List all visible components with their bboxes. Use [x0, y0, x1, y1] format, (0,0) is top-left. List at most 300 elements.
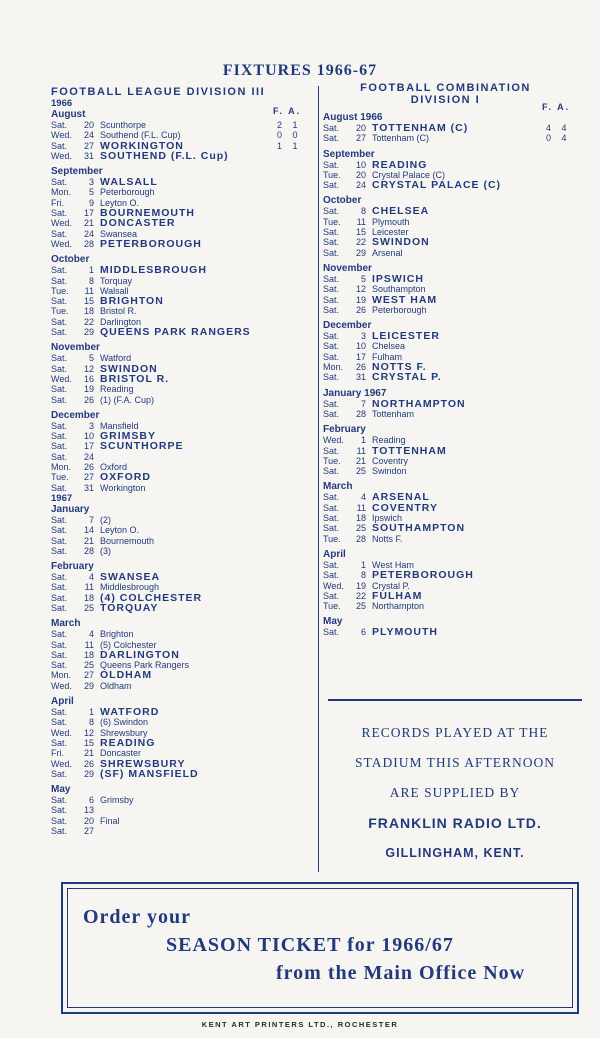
away-opponent: Brighton [100, 629, 134, 640]
away-opponent: Workington [100, 482, 146, 493]
month-heading: October [323, 195, 362, 207]
fixture-row [51, 421, 313, 431]
fixture-date: 7 [360, 398, 366, 409]
away-opponent: (3) [100, 545, 111, 556]
fixture-date: 24 [83, 130, 94, 141]
fixture-date: 31 [83, 482, 94, 493]
fixture-date: 3 [360, 331, 366, 342]
printer-credit: KENT ART PRINTERS LTD., ROCHESTER [201, 1020, 399, 1029]
fixture-day: Wed. [323, 435, 344, 446]
fixture-date: 10 [355, 341, 366, 352]
fixture-date: 5 [360, 273, 366, 284]
home-opponent: FULHAM [372, 589, 423, 602]
fixture-date: 8 [88, 275, 94, 286]
fixture-row [51, 462, 313, 472]
fixture-day: Sat. [51, 717, 68, 728]
fixture-row [51, 120, 313, 130]
fixture-day: Sat. [51, 737, 68, 748]
fixture-day: Sat. [323, 590, 340, 601]
fixture-score: 1 1 [277, 140, 302, 151]
fixture-date: 17 [83, 208, 94, 219]
fixture-day: Sat. [51, 353, 68, 364]
away-opponent: Southampton [372, 284, 426, 295]
fixture-day: Sat. [323, 159, 340, 170]
home-opponent: NORTHAMPTON [372, 397, 466, 410]
fixture-day: Sat. [323, 466, 340, 477]
fixture-day: Sat. [51, 451, 68, 462]
fixture-day: Sat. [51, 431, 68, 442]
fixture-day: Fri. [51, 748, 64, 759]
fixture-day: Sat. [51, 572, 68, 583]
fixture-row [51, 374, 313, 384]
home-opponent: SOUTHAMPTON [372, 522, 466, 535]
home-opponent: COVENTRY [372, 501, 438, 514]
away-opponent: Leicester [372, 227, 409, 238]
away-opponent: Leyton O. [100, 197, 140, 208]
away-opponent: Darlington [100, 316, 142, 327]
away-opponent: Mansfield [100, 420, 139, 431]
home-opponent: WATFORD [100, 706, 160, 719]
away-opponent: Crystal P. [372, 580, 410, 591]
fixture-day: Sat. [323, 304, 340, 315]
fixture-day: Wed. [51, 218, 72, 229]
away-opponent: (1) (F.A. Cup) [100, 394, 155, 405]
fixture-day: Sat. [323, 341, 340, 352]
fixture-day: Sat. [323, 247, 340, 258]
fixture-row [51, 177, 313, 187]
home-opponent: WEST HAM [372, 293, 438, 306]
fixture-day: Sat. [51, 649, 68, 660]
fixture-date: 25 [355, 523, 366, 534]
fixture-day: Sat. [323, 331, 340, 342]
fixture-day: Sat. [51, 296, 68, 307]
fixture-day: Sat. [51, 768, 68, 779]
home-opponent: TOTTENHAM [372, 444, 447, 457]
fixture-date: 14 [83, 525, 94, 536]
away-opponent: Swansea [100, 228, 138, 239]
fixture-row [51, 826, 313, 836]
fixture-date: 22 [355, 590, 366, 601]
fixture-row [323, 352, 581, 362]
fixture-row [323, 399, 581, 409]
fixture-date: 27 [355, 133, 366, 144]
fixture-row [51, 572, 313, 582]
fixture-date: 1 [360, 435, 366, 446]
away-opponent: (2) [100, 514, 111, 525]
home-opponent: PETERBOROUGH [372, 569, 474, 582]
ad-line1: Order your [83, 906, 191, 928]
fixture-row [323, 160, 581, 170]
fixture-date: 22 [355, 237, 366, 248]
fixture-date: 11 [356, 502, 366, 513]
fixture-row [51, 593, 313, 603]
page-title: FIXTURES 1966-67 [222, 62, 378, 79]
fixture-day: Sat. [51, 120, 68, 130]
fixture-row [51, 525, 313, 535]
fixture-day: Sat. [51, 140, 68, 151]
fixture-day: Sat. [51, 592, 68, 603]
away-opponent: Swindon [372, 466, 407, 477]
home-opponent: BRIGHTON [100, 295, 164, 308]
fixture-day: Mon. [51, 462, 72, 473]
away-opponent: Final [100, 815, 120, 826]
away-opponent: Doncaster [100, 748, 142, 759]
fixture-day: Sat. [51, 795, 68, 806]
fixture-day: Sat. [51, 265, 68, 276]
fixture-day: Sat. [323, 227, 340, 238]
fixture-date: 26 [355, 362, 366, 373]
fixture-date: 25 [83, 660, 94, 671]
fixture-row [51, 296, 313, 306]
home-opponent: (SF) MANSFIELD [100, 767, 199, 780]
fixture-row [51, 384, 313, 394]
fixture-row [51, 769, 313, 779]
fixture-row [51, 650, 313, 660]
year-label: 1966 [51, 98, 73, 109]
fixture-day: Sat. [323, 559, 340, 570]
home-opponent: WORKINGTON [100, 139, 184, 152]
fixture-row [51, 795, 313, 805]
month-heading: September [323, 148, 375, 160]
fixture-row [323, 446, 581, 456]
home-opponent: DARLINGTON [100, 648, 180, 661]
away-opponent: Crystal Palace (C) [372, 169, 446, 180]
away-opponent: Queens Park Rangers [100, 660, 190, 671]
fixture-row [51, 738, 313, 748]
fixture-day: Tue. [323, 601, 341, 612]
combination-score-header: F. A. [542, 102, 571, 112]
month-heading: December [51, 409, 100, 421]
fixture-date: 12 [83, 363, 94, 374]
fixture-day: Sat. [323, 273, 340, 284]
month-heading: August [51, 109, 86, 120]
away-opponent: Reading [100, 384, 134, 395]
fixture-row [323, 492, 581, 502]
fixture-row [323, 274, 581, 284]
fixture-day: Sat. [51, 629, 68, 640]
month-heading: April [323, 548, 346, 560]
records-company: FRANKLIN RADIO LTD. [368, 815, 542, 831]
fixture-day: Sat. [51, 208, 68, 219]
away-opponent: Peterborough [100, 187, 155, 198]
combination-fixture-list [323, 112, 581, 638]
fixture-day: Wed. [51, 150, 72, 161]
fixture-date: 1 [88, 707, 94, 718]
fixture-date: 11 [356, 216, 366, 227]
fixture-row [323, 466, 581, 476]
fixture-date: 6 [360, 627, 366, 638]
home-opponent: SWINDON [372, 236, 430, 249]
fixture-row [323, 123, 581, 133]
fixture-date: 5 [88, 353, 94, 364]
fixture-row [51, 265, 313, 275]
fixture-date: 28 [355, 408, 366, 419]
fixture-date: 21 [355, 455, 366, 466]
fixture-date: 12 [355, 284, 366, 295]
fixture-day: Sat. [323, 123, 340, 133]
fixture-row [323, 217, 581, 227]
fixture-date: 10 [355, 159, 366, 170]
fixture-row [323, 248, 581, 258]
fixture-day: Sat. [51, 441, 68, 452]
home-opponent: SWANSEA [100, 571, 161, 584]
fixture-row [323, 570, 581, 580]
records-line3: ARE SUPPLIED BY [389, 785, 521, 800]
away-opponent: Oldham [100, 680, 132, 691]
fixture-date: 27 [83, 140, 94, 151]
fixture-day: Sat. [51, 384, 68, 395]
fixture-row [51, 483, 313, 493]
fixture-date: 27 [83, 670, 94, 681]
away-opponent: Oxford [100, 462, 128, 473]
home-opponent: BOURNEMOUTH [100, 207, 195, 220]
home-opponent: LEICESTER [372, 330, 440, 343]
fixture-row [323, 534, 581, 544]
away-opponent: Middlesbrough [100, 582, 160, 593]
fixture-date: 24 [83, 451, 94, 462]
fixture-row [323, 331, 581, 341]
away-opponent: Torquay [100, 275, 133, 286]
fixture-date: 11 [356, 445, 366, 456]
fixture-day: Sat. [51, 327, 68, 338]
fixture-day: Tue. [51, 306, 69, 317]
away-opponent: Fulham [372, 351, 403, 362]
fixture-row [323, 523, 581, 533]
month-heading: November [51, 342, 100, 354]
away-opponent: Reading [372, 435, 406, 446]
home-opponent: PETERBOROUGH [100, 237, 202, 250]
fixture-day: Sat. [323, 284, 340, 295]
fixture-date: 25 [83, 602, 94, 613]
fixture-day: Tue. [323, 455, 341, 466]
fixture-day: Sat. [51, 545, 68, 556]
fixture-date: 24 [83, 228, 94, 239]
fixture-date: 15 [355, 227, 366, 238]
fixture-date: 29 [355, 247, 366, 258]
away-opponent: Ipswich [372, 513, 403, 524]
away-opponent: (6) Swindon [100, 717, 149, 728]
home-opponent: SCUNTHORPE [100, 440, 184, 453]
fixture-day: Sat. [323, 570, 340, 581]
month-heading: February [51, 561, 94, 573]
league-fixtures-column [51, 86, 313, 836]
fixture-day: Sat. [323, 627, 340, 638]
fixture-row [51, 327, 313, 337]
home-opponent: WALSALL [100, 176, 158, 189]
fixture-row [323, 627, 581, 637]
fixture-row [51, 306, 313, 316]
fixture-day: Sat. [323, 523, 340, 534]
home-opponent: NOTTS F. [372, 361, 427, 374]
month-heading: January 1967 [323, 387, 387, 399]
fixture-date: 4 [360, 492, 366, 503]
season-ticket-ad [61, 882, 579, 1014]
fixture-date: 17 [83, 441, 94, 452]
fixture-day: Sat. [323, 398, 340, 409]
fixture-day: Wed. [323, 580, 344, 591]
fixture-day: Mon. [323, 362, 344, 373]
month-heading: September [51, 166, 103, 178]
fixture-row [323, 295, 581, 305]
fixture-date: 28 [83, 238, 94, 249]
fixture-date: 18 [83, 592, 94, 603]
fixture-day: Sat. [51, 420, 68, 431]
away-opponent: Grimsby [100, 795, 134, 806]
month-heading: April [51, 696, 74, 708]
away-opponent: West Ham [372, 559, 414, 570]
fixture-row [51, 660, 313, 670]
combination-header-line2: DIVISION I [410, 94, 481, 106]
fixture-row [51, 670, 313, 680]
fixture-day: Sat. [51, 177, 68, 188]
away-opponent: Tottenham (C) [372, 133, 430, 144]
fixture-date: 18 [355, 513, 366, 524]
fixture-row [51, 151, 313, 161]
fixture-date: 29 [83, 327, 94, 338]
away-opponent: Watford [100, 353, 132, 364]
fixture-day: Sat. [323, 351, 340, 362]
fixture-row [51, 681, 313, 691]
ad-line3: from the Main Office Now [276, 962, 526, 984]
month-heading: August 1966 [323, 112, 383, 123]
fixture-date: 5 [88, 187, 94, 198]
fixture-day: Tue. [51, 472, 69, 483]
combination-fixtures-column [323, 82, 581, 638]
ad-line2: SEASON TICKET for 1966/67 [166, 934, 454, 956]
home-opponent: CRYSTAL PALACE (C) [372, 179, 502, 192]
fixture-date: 21 [83, 218, 94, 229]
fixture-date: 19 [355, 294, 366, 305]
fixture-row [51, 728, 313, 738]
fixture-day: Wed. [51, 758, 72, 769]
fixture-row [51, 515, 313, 525]
fixture-row [323, 456, 581, 466]
fixture-date: 21 [83, 748, 94, 759]
away-opponent: Notts F. [372, 533, 403, 544]
fixture-day: Wed. [51, 373, 72, 384]
home-opponent: SOUTHEND (F.L. Cup) [100, 149, 229, 162]
home-opponent: READING [100, 736, 156, 749]
fixture-day: Sat. [51, 228, 68, 239]
fixture-row [51, 286, 313, 296]
fixture-row [51, 603, 313, 613]
home-opponent: DONCASTER [100, 217, 176, 230]
fixture-date: 20 [83, 120, 94, 130]
month-heading: March [323, 481, 353, 493]
fixture-date: 28 [83, 545, 94, 556]
fixture-date: 11 [84, 639, 94, 650]
fixture-date: 7 [88, 514, 94, 525]
home-opponent: MIDDLESBROUGH [100, 264, 207, 277]
records-line2: STADIUM THIS AFTERNOON [355, 755, 555, 770]
fixture-date: 19 [83, 384, 94, 395]
fixture-date: 26 [83, 394, 94, 405]
fixture-day: Tue. [323, 169, 341, 180]
fixture-row [323, 284, 581, 294]
home-opponent: IPSWICH [372, 272, 424, 285]
fixture-row [51, 707, 313, 717]
home-opponent: OXFORD [100, 471, 151, 484]
away-opponent: Scunthorpe [100, 120, 147, 130]
fixture-day: Sat. [51, 660, 68, 671]
fixture-date: 15 [83, 296, 94, 307]
month-heading: October [51, 254, 90, 266]
fixture-date: 9 [88, 197, 94, 208]
fixture-row [323, 341, 581, 351]
fixture-date: 20 [83, 815, 94, 826]
fixture-date: 16 [83, 373, 94, 384]
fixture-date: 10 [83, 431, 94, 442]
fixture-row [51, 717, 313, 727]
fixture-day: Tue. [323, 533, 341, 544]
fixture-day: Sat. [51, 482, 68, 493]
fixture-date: 18 [83, 306, 94, 317]
fixture-day: Sat. [323, 294, 340, 305]
fixture-day: Sat. [51, 535, 68, 546]
away-opponent: Bristol R. [100, 306, 137, 317]
fixture-date: 12 [83, 727, 94, 738]
fixture-row [51, 629, 313, 639]
fixture-date: 11 [84, 582, 94, 593]
home-opponent: QUEENS PARK RANGERS [100, 326, 251, 339]
home-opponent: OLDHAM [100, 669, 153, 682]
fixture-day: Sat. [323, 492, 340, 503]
fixture-day: Fri. [51, 197, 64, 208]
fixture-date: 24 [355, 180, 366, 191]
fixture-day: Sat. [51, 639, 68, 650]
fixture-day: Tue. [323, 216, 341, 227]
fixture-day: Sat. [323, 237, 340, 248]
fixture-date: 3 [88, 177, 94, 188]
home-opponent: CRYSTAL P. [372, 371, 442, 384]
fixture-row [323, 372, 581, 382]
away-opponent: Tottenham [372, 408, 415, 419]
fixture-date: 1 [88, 265, 94, 276]
fixture-score: 2 1 [277, 120, 302, 130]
fixture-date: 11 [84, 285, 94, 296]
year-label: 1967 [51, 492, 73, 504]
combination-header-line1: FOOTBALL COMBINATION [360, 82, 531, 94]
fixture-row [51, 536, 313, 546]
fixture-day: Sat. [51, 514, 68, 525]
fixture-day: Sat. [51, 363, 68, 374]
fixture-day: Sat. [323, 502, 340, 513]
fixture-row [51, 276, 313, 286]
league-fixture-list [51, 98, 313, 836]
away-opponent: (5) Colchester [100, 639, 157, 650]
fixture-date: 19 [355, 580, 366, 591]
fixture-day: Sat. [323, 372, 340, 383]
fixture-day: Sat. [323, 513, 340, 524]
fixture-row [51, 640, 313, 650]
home-opponent: SHREWSBURY [100, 757, 186, 770]
fixture-date: 6 [88, 795, 94, 806]
fixture-date: 1 [360, 559, 366, 570]
fixture-row [51, 805, 313, 815]
fixture-row [51, 452, 313, 462]
away-opponent: Arsenal [372, 247, 403, 258]
month-heading: May [323, 616, 343, 628]
away-opponent: Northampton [372, 601, 425, 612]
fixture-day: Sat. [51, 602, 68, 613]
fixture-row [51, 816, 313, 826]
fixture-score: 4 4 [546, 123, 571, 133]
fixture-row [323, 409, 581, 419]
fixture-day: Wed. [51, 727, 72, 738]
away-opponent: Chelsea [372, 341, 406, 352]
home-opponent: (4) COLCHESTER [100, 591, 203, 604]
fixture-day: Wed. [51, 238, 72, 249]
